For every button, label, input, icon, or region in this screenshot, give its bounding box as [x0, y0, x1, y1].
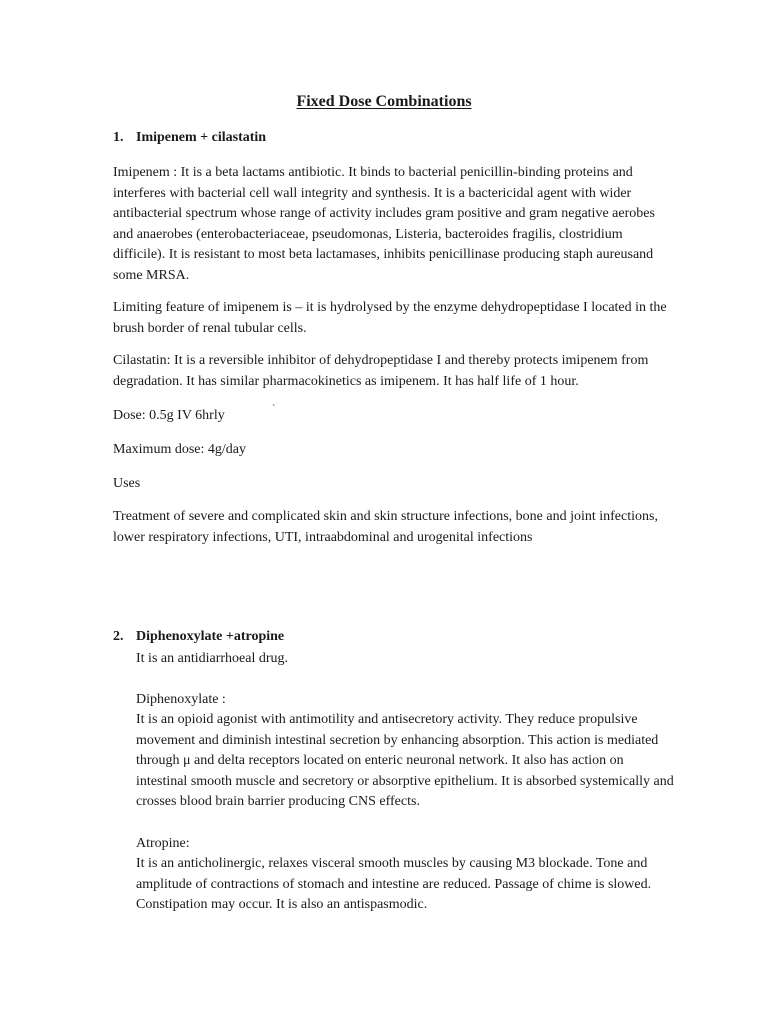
section-2-heading [113, 627, 284, 647]
section-1-heading [113, 128, 266, 148]
dose-line: Dose: 0.5g IV 6hrly [113, 408, 225, 423]
document-title: Fixed Dose Combinations [296, 93, 472, 110]
atropine-paragraph: It is an anticholinergic, relaxes visceral smooth muscles by causing M3 blockade. Tone and amplitude of contractions of stomach and intestine are reduced. Passage of chime is slowed. Constipation may occur. It is also an antispasmodic. [136, 856, 652, 912]
diphenoxylate-label: Diphenoxylate : [136, 692, 226, 707]
stray-mark: ` [272, 404, 276, 415]
section-2-title: Diphenoxylate +atropine [136, 629, 285, 644]
limiting-feature-paragraph: Limiting feature of imipenem is – it is hydrolysed by the enzyme dehydropeptidase I located in the brush border of renal tubular cells. [113, 300, 667, 336]
uses-paragraph: Treatment of severe and complicated skin and skin structure infections, bone and joint infections, lower respiratory infections, UTI, intraabdominal and urogenital infections [113, 509, 658, 545]
max-dose-line: Maximum dose: 4g/day [113, 442, 246, 457]
section-2-number: 2. [113, 629, 124, 644]
uses-label: Uses [113, 476, 141, 491]
antidiarrhoeal-intro: It is an antidiarrhoeal drug. [136, 651, 289, 666]
diphenoxylate-paragraph: It is an opioid agonist with antimotility and antisecretory activity. They reduce propulsive movement and diminish intestinal secretion by enhancing absorption. This action is mediated through μ and delta receptors located on enteric neuronal network. It also has action on intestinal smooth muscle and secretory or absorptive epithelium. It is absorbed systemically and crosses blood brain barrier producing CNS effects. [136, 712, 674, 809]
cilastatin-paragraph: Cilastatin: It is a reversible inhibitor of dehydropeptidase I and thereby protects imipenem from degradation. It has similar pharmacokinetics as imipenem. It has half life of 1 hour. [113, 353, 649, 389]
atropine-label: Atropine: [136, 836, 190, 851]
section-1-number: 1. [113, 130, 124, 145]
imipenem-paragraph: Imipenem : It is a beta lactams antibiotic. It binds to bacterial penicillin-binding proteins and interferes with bacterial cell wall integrity and synthesis. It is a bactericidal agent with wider antibacterial spectrum whose range of activity includes gram positive and gram negative aerobes and anaerobes (enterobacteriaceae, pseudomonas, Listeria, bacteroides fragilis, clostridium difficile). It is resistant to most beta lactamases, inhibits penicillinase producing staph aureusand some MRSA. [113, 165, 655, 283]
section-1-title: Imipenem + cilastatin [136, 130, 267, 145]
